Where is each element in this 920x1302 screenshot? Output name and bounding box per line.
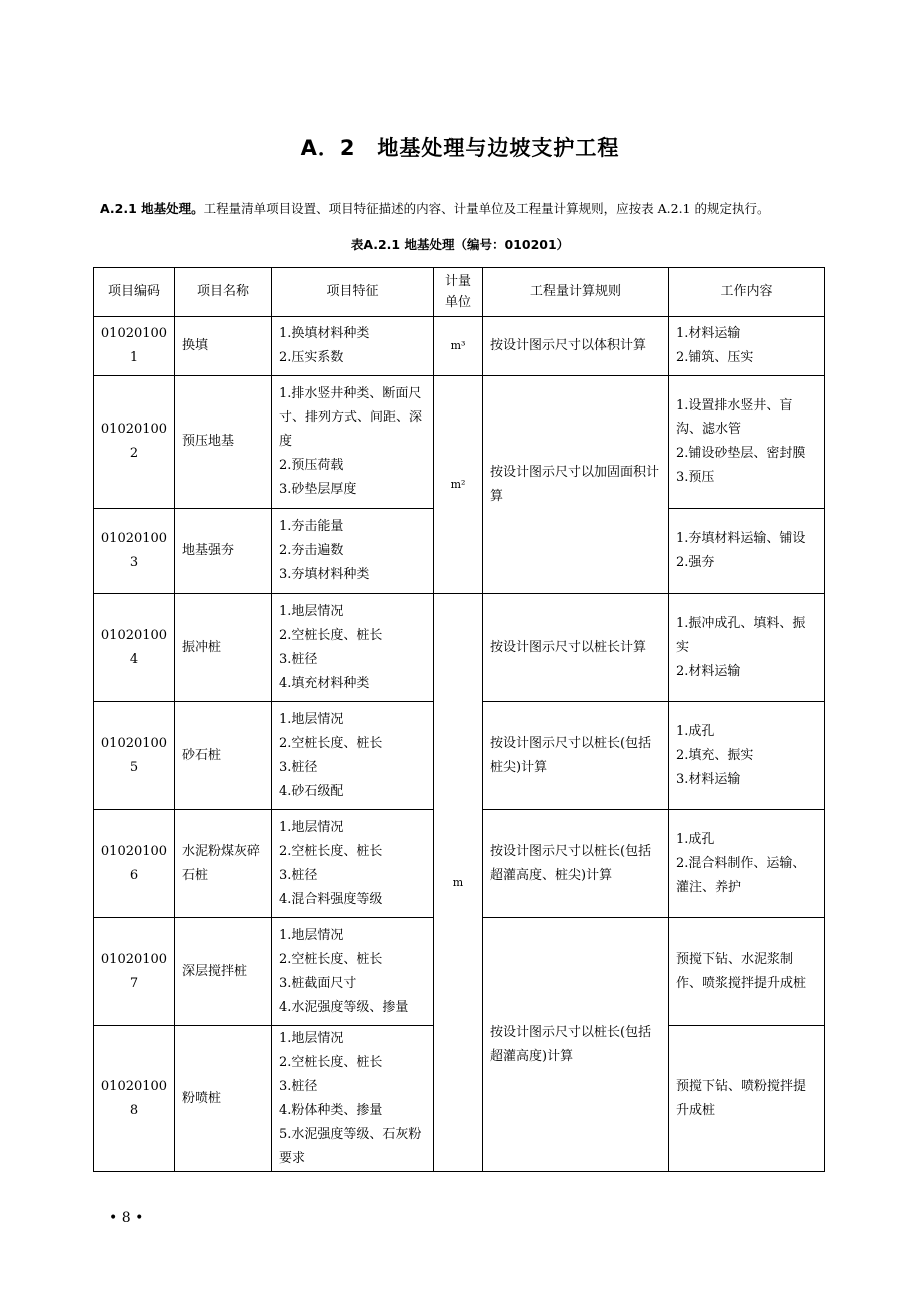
work-line: 2.材料运输 xyxy=(676,663,741,679)
rule-cell: 按设计图示尺寸以桩长(包括超灌高度)计算 xyxy=(483,918,669,1172)
feature-line: 1.地层情况 xyxy=(279,603,344,619)
table-row xyxy=(94,376,825,509)
work-line: 2.混合料制作、运输、灌注、养护 xyxy=(676,855,806,895)
feature-line: 2.空桩长度、桩长 xyxy=(279,627,383,643)
item-name: 砂石桩 xyxy=(175,702,272,810)
item-name: 预压地基 xyxy=(175,376,272,509)
item-name: 水泥粉煤灰碎石桩 xyxy=(175,810,272,918)
table-caption: 表A.2.1 地基处理（编号：010201） xyxy=(350,237,570,252)
work-cell xyxy=(669,376,825,509)
feature-line: 3.桩径 xyxy=(279,651,318,667)
work-line: 3.材料运输 xyxy=(676,771,741,787)
feature-line: 1.地层情况 xyxy=(279,819,344,835)
feature-line: 4.混合料强度等级 xyxy=(279,891,383,907)
item-features xyxy=(272,317,434,376)
unit-cell: m³ xyxy=(434,317,483,376)
item-code: 010201007 xyxy=(94,918,175,1026)
header-name: 项目名称 xyxy=(175,268,272,317)
header-features: 项目特征 xyxy=(272,268,434,317)
intro-paragraph xyxy=(100,199,840,217)
rule-cell: 按设计图示尺寸以桩长计算 xyxy=(483,594,669,702)
page-number: • 8 • xyxy=(109,1210,144,1226)
item-code: 010201004 xyxy=(94,594,175,702)
feature-line: 1.夯击能量 xyxy=(279,519,344,534)
work-cell xyxy=(669,702,825,810)
work-cell xyxy=(669,1026,825,1172)
work-line: 1.材料运输 xyxy=(676,326,741,341)
header-unit xyxy=(434,268,483,317)
feature-line: 4.填充材料种类 xyxy=(279,675,370,691)
feature-line: 2.空桩长度、桩长 xyxy=(279,951,383,967)
rule-cell: 按设计图示尺寸以桩长(包括桩尖)计算 xyxy=(483,702,669,810)
work-cell xyxy=(669,594,825,702)
item-name: 振冲桩 xyxy=(175,594,272,702)
item-name: 深层搅拌桩 xyxy=(175,918,272,1026)
item-features xyxy=(272,509,434,594)
rule-cell: 按设计图示尺寸以体积计算 xyxy=(483,317,669,376)
header-work: 工作内容 xyxy=(669,268,825,317)
item-code: 010201003 xyxy=(94,509,175,594)
header-unit-line1: 计量 xyxy=(444,274,471,289)
item-name: 粉喷桩 xyxy=(175,1026,272,1172)
feature-line: 1.地层情况 xyxy=(279,927,344,943)
rule-cell: 按设计图示尺寸以桩长(包括超灌高度、桩尖)计算 xyxy=(483,810,669,918)
feature-line: 2.空桩长度、桩长 xyxy=(279,843,383,859)
work-cell xyxy=(669,810,825,918)
ground-treatment-table xyxy=(93,267,825,1172)
feature-line: 1.地层情况 xyxy=(279,711,344,727)
work-line: 2.强夯 xyxy=(676,555,715,570)
table-header-row xyxy=(94,268,825,317)
item-code: 010201008 xyxy=(94,1026,175,1172)
header-unit-line2: 单位 xyxy=(444,295,471,310)
intro-text: 工程量清单项目设置、项目特征描述的内容、计量单位及工程量计算规则，应按表 A.2.1 的规定执行。 xyxy=(203,201,770,216)
feature-line: 3.桩径 xyxy=(279,867,318,883)
item-features xyxy=(272,702,434,810)
feature-line: 1.换填材料种类 xyxy=(279,326,370,341)
work-line: 1.振冲成孔、填料、振实 xyxy=(676,615,806,655)
feature-line: 3.桩截面尺寸 xyxy=(279,975,357,991)
item-code: 010201006 xyxy=(94,810,175,918)
feature-line: 4.砂石级配 xyxy=(279,783,344,799)
table-row xyxy=(94,594,825,702)
work-line: 3.预压 xyxy=(676,470,715,485)
feature-line: 3.砂垫层厚度 xyxy=(279,482,357,497)
item-features xyxy=(272,376,434,509)
intro-lead: A.2.1 地基处理。 xyxy=(100,201,204,216)
item-features xyxy=(272,918,434,1026)
feature-line: 3.夯填材料种类 xyxy=(279,567,370,582)
work-cell xyxy=(669,317,825,376)
work-line: 2.填充、振实 xyxy=(676,747,754,763)
work-line: 1.成孔 xyxy=(676,723,715,739)
work-cell xyxy=(669,509,825,594)
item-features xyxy=(272,594,434,702)
item-code: 010201002 xyxy=(94,376,175,509)
header-code: 项目编码 xyxy=(94,268,175,317)
unit-cell: m² xyxy=(434,376,483,594)
feature-line: 1.排水竖井种类、断面尺寸、排列方式、间距、深度 xyxy=(279,386,423,449)
feature-line: 5.水泥强度等级、石灰粉要求 xyxy=(279,1126,422,1166)
feature-line: 4.水泥强度等级、掺量 xyxy=(279,999,409,1015)
feature-line: 2.空桩长度、桩长 xyxy=(279,1054,383,1070)
feature-line: 4.粉体种类、掺量 xyxy=(279,1102,383,1118)
feature-line: 2.预压荷载 xyxy=(279,458,344,473)
item-name: 地基强夯 xyxy=(175,509,272,594)
rule-cell: 按设计图示尺寸以加固面积计算 xyxy=(483,376,669,594)
work-line: 1.夯填材料运输、铺设 xyxy=(676,531,806,546)
header-rule: 工程量计算规则 xyxy=(483,268,669,317)
work-line: 2.铺筑、压实 xyxy=(676,350,754,365)
item-name: 换填 xyxy=(175,317,272,376)
feature-line: 1.地层情况 xyxy=(279,1030,344,1046)
section-title: A．2 地基处理与边坡支护工程 xyxy=(300,136,620,160)
work-line: 2.铺设砂垫层、密封膜 xyxy=(676,446,806,461)
item-features xyxy=(272,1026,434,1172)
work-line: 预搅下钻、水泥浆制作、喷浆搅拌提升成桩 xyxy=(676,951,807,991)
unit-cell: m xyxy=(434,594,483,1172)
table-row xyxy=(94,317,825,376)
work-line: 1.设置排水竖井、盲沟、滤水管 xyxy=(676,398,793,437)
item-code: 010201005 xyxy=(94,702,175,810)
feature-line: 2.空桩长度、桩长 xyxy=(279,735,383,751)
item-features xyxy=(272,810,434,918)
feature-line: 3.桩径 xyxy=(279,1078,318,1094)
item-code: 010201001 xyxy=(94,317,175,376)
work-line: 1.成孔 xyxy=(676,831,715,847)
work-cell xyxy=(669,918,825,1026)
work-line: 预搅下钻、喷粉搅拌提升成桩 xyxy=(676,1078,807,1118)
feature-line: 2.压实系数 xyxy=(279,350,344,365)
feature-line: 2.夯击遍数 xyxy=(279,543,344,558)
feature-line: 3.桩径 xyxy=(279,759,318,775)
